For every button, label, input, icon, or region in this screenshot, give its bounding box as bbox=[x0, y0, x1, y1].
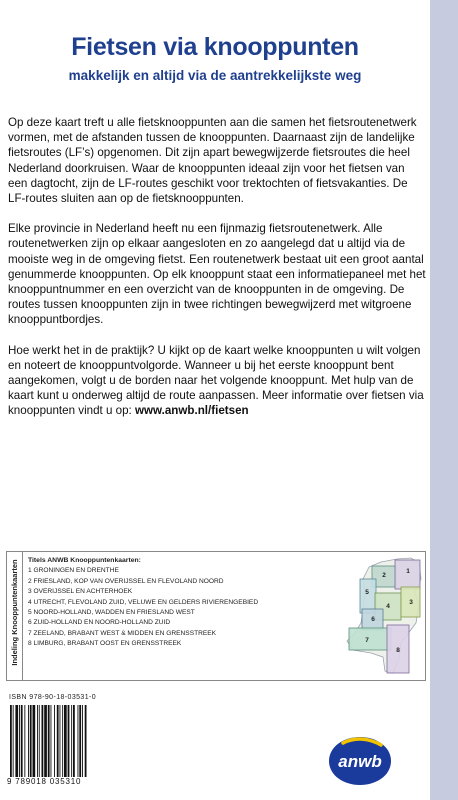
barcode-bar bbox=[30, 705, 32, 777]
map-number: 7 bbox=[365, 637, 369, 644]
map-title-item: 8 LIMBURG, BRABANT OOST EN GRENSSTREEK bbox=[28, 640, 182, 648]
map-title-item: 5 NOORD-HOLLAND, WADDEN EN FRIESLAND WEST bbox=[28, 609, 195, 617]
barcode bbox=[9, 705, 95, 779]
barcode-bar bbox=[42, 705, 44, 777]
barcode-bar bbox=[48, 705, 50, 777]
map-number: 1 bbox=[406, 568, 410, 575]
barcode-bar bbox=[21, 705, 23, 777]
barcode-bar bbox=[71, 705, 72, 777]
barcode-bar bbox=[24, 705, 25, 777]
anwb-logo bbox=[325, 733, 395, 789]
index-side-label: Indeling Knooppuntenkaarten bbox=[10, 559, 19, 666]
paragraph-network: Elke provincie in Nederland heeft nu een fijnmazig fietsroutenetwerk. Alle routenetwerken zijn op elkaar aangesloten en zo aangelegd dat u altijd via de mooiste weg in de omgeving fietst. Een routenetwerk bestaat uit een groot aantal genummerde knooppunten. Op elk knooppunt staat een informatiepaneel met het knooppuntnummer en een overzicht van de knooppunten in de omgeving. De routes tussen knooppunten zijn in twee richtingen bewegwijzerd met witgroene knooppuntbordjes. bbox=[8, 222, 426, 327]
barcode-bar bbox=[15, 705, 18, 777]
index-side-label-strip bbox=[7, 552, 23, 680]
map-number: 2 bbox=[382, 572, 386, 579]
barcode-bar bbox=[39, 705, 40, 777]
map-number: 8 bbox=[396, 647, 400, 654]
barcode-number: 9 789018 035310 bbox=[7, 777, 82, 786]
paragraph-practice-text: Hoe werkt het in de praktijk? U kijkt op de kaart welke knooppunten u wilt volgen en noteert de knooppuntvolgorde. Wanneer u bij het eerste knooppunt bent aangekomen, volgt u de borden naar het volgende knooppunt. Met hulp van de kaart kunt u onderweg altijd de route aanpassen. Meer informatie over fietsen via knooppunten vindt u op: bbox=[8, 343, 424, 418]
isbn-text: ISBN 978-90-18-03531-0 bbox=[9, 694, 97, 701]
map-number: 3 bbox=[409, 599, 413, 606]
barcode-bar bbox=[37, 705, 38, 777]
website-link[interactable]: www.anwb.nl/fietsen bbox=[135, 404, 249, 418]
barcode-bar bbox=[51, 705, 52, 777]
barcode-bar bbox=[10, 705, 12, 777]
body-text bbox=[8, 115, 426, 434]
barcode-bar bbox=[44, 705, 47, 777]
barcode-bar bbox=[85, 705, 87, 777]
map-title-item: 3 OVERIJSSEL EN ACHTERHOEK bbox=[28, 588, 133, 596]
barcode-bar bbox=[54, 705, 55, 777]
page-subtitle: makkelijk en altijd via de aantrekkelijkste weg bbox=[68, 68, 362, 83]
page-title: Fietsen via knooppunten bbox=[71, 33, 359, 61]
logo-text: anwb bbox=[338, 752, 382, 771]
map-title-item: 2 FRIESLAND, KOP VAN OVERIJSSEL EN FLEVOLAND NOORD bbox=[28, 577, 224, 585]
barcode-bar bbox=[82, 705, 83, 777]
map-title-item: 6 ZUID-HOLLAND EN NOORD-HOLLAND ZUID bbox=[28, 619, 171, 627]
barcode-bar bbox=[79, 705, 81, 777]
spine-edge bbox=[430, 0, 458, 800]
barcode-bar bbox=[33, 705, 36, 777]
barcode-bar bbox=[60, 705, 61, 777]
barcode-bar bbox=[73, 705, 75, 777]
barcode-bar bbox=[62, 705, 63, 777]
map-number: 6 bbox=[371, 616, 375, 623]
map-number: 5 bbox=[365, 589, 369, 596]
map-title-item: 1 GRONINGEN EN DRENTHE bbox=[28, 567, 119, 575]
barcode-bar bbox=[13, 705, 14, 777]
barcode-bar bbox=[78, 705, 79, 777]
netherlands-index-map bbox=[345, 553, 423, 678]
barcode-bar bbox=[68, 705, 70, 777]
map-title-heading: Titels ANWB Knooppuntenkaarten: bbox=[28, 557, 141, 564]
map-index-box bbox=[6, 551, 426, 681]
barcode-bar bbox=[19, 705, 20, 777]
map-title-item: 4 UTRECHT, FLEVOLAND ZUID, VELUWE EN GELDERS RIVIERENGEBIED bbox=[28, 598, 259, 606]
paragraph-intro: Op deze kaart treft u alle fietsknooppunten aan die samen het fietsroutenetwerk vormen, met de afstanden tussen de knooppunten. Daarnaast zijn de landelijke fietsroutes (LF’s) opgenomen. Dit zijn apart bewegwijzerde fietsroutes die heel Nederland doorkruisen. Waar de knooppunten ideaal zijn voor het fietsen van een dagtocht, zijn de LF-routes geschikt voor trektochten of fietsvakanties. De LF-routes sluiten aan op de fietsknooppunten. bbox=[8, 116, 417, 206]
paragraph-practice bbox=[8, 343, 426, 419]
barcode-bar bbox=[64, 705, 67, 777]
barcode-bar bbox=[57, 705, 59, 777]
map-title-item: 7 ZEELAND, BRABANT WEST & MIDDEN EN GRENSSTREEK bbox=[28, 629, 217, 637]
map-number: 4 bbox=[386, 603, 390, 610]
barcode-bar bbox=[28, 705, 29, 777]
map-title-list bbox=[28, 556, 258, 650]
